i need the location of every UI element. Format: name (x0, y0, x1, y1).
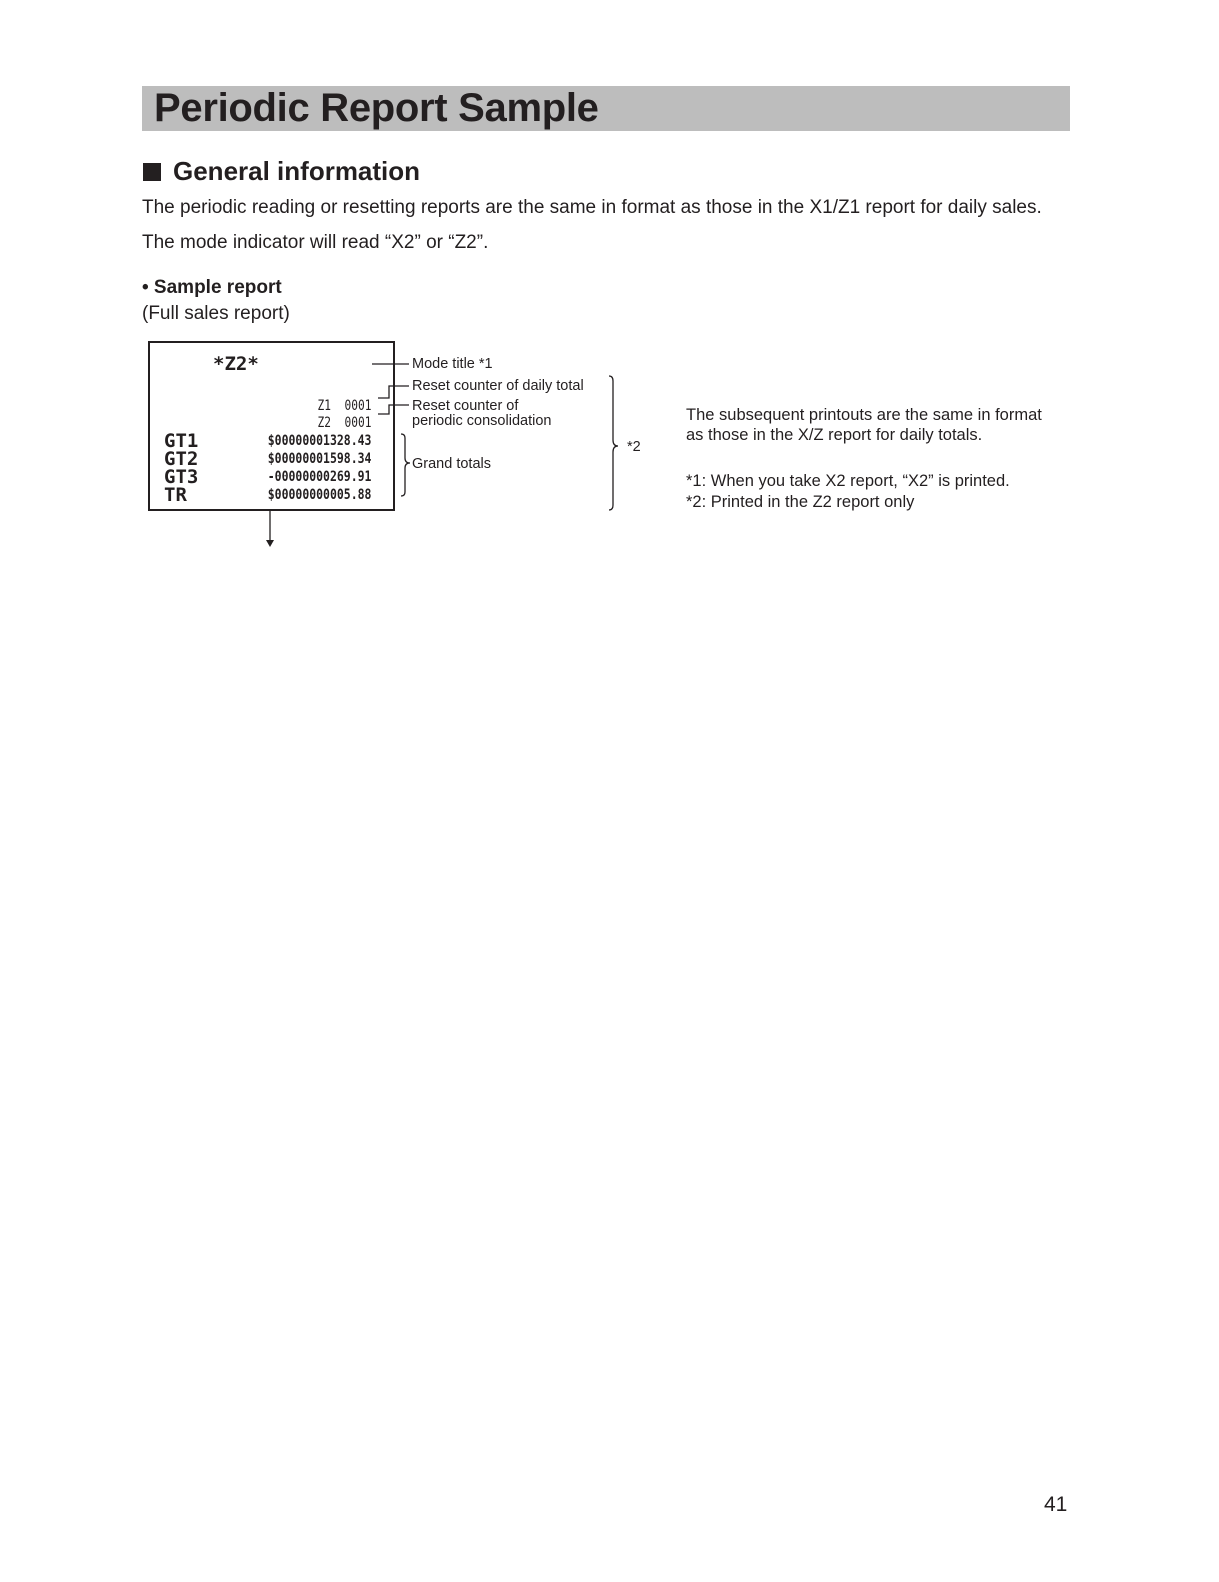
receipt-gt1-label: GT1 (164, 430, 199, 452)
page-title: Periodic Report Sample (154, 86, 599, 130)
receipt-tr-value: $00000000005.88 (267, 487, 371, 503)
receipt-gt3-label: GT3 (164, 466, 199, 488)
callout-reset-periodic-1: Reset counter of (412, 398, 519, 414)
receipt-gt1-value: $00000001328.43 (267, 433, 371, 449)
paragraph-2: The mode indicator will read “X2” or “Z2”. (142, 232, 489, 253)
page-number: 41 (1044, 1493, 1068, 1516)
footnote-1: *1: When you take X2 report, “X2” is printed. (686, 472, 1010, 490)
receipt-counter-z2: Z2 0001 (317, 415, 371, 431)
receipt-gt2-label: GT2 (164, 448, 199, 470)
z2-only-brace (609, 376, 618, 510)
paragraph-1: The periodic reading or resetting reports are the same in format as those in the X1/Z1 report for daily sales. (142, 197, 1042, 218)
callout-z2-note: *2 (627, 439, 641, 455)
callout-mode-title: Mode title *1 (412, 356, 493, 372)
reset-periodic-leader (378, 405, 409, 414)
sample-report-label: • Sample report (142, 277, 282, 298)
receipt-counter-z1: Z1 0001 (317, 398, 371, 414)
callout-reset-daily: Reset counter of daily total (412, 378, 584, 394)
receipt-mode-title: *Z2* (213, 353, 259, 375)
receipt-tr-label: TR (164, 484, 187, 506)
down-arrow-icon (266, 540, 274, 547)
subsequent-note-1: The subsequent printouts are the same in format (686, 406, 1042, 424)
footnote-2: *2: Printed in the Z2 report only (686, 493, 915, 511)
grand-totals-brace (401, 434, 410, 496)
sample-report-sublabel: (Full sales report) (142, 303, 290, 324)
receipt-gt3-value: -00000000269.91 (267, 469, 371, 485)
callout-grand-totals: Grand totals (412, 456, 491, 472)
receipt-gt2-value: $00000001598.34 (267, 451, 371, 467)
reset-daily-leader (378, 386, 409, 398)
callout-reset-periodic-2: periodic consolidation (412, 413, 552, 429)
subsequent-note-2: as those in the X/Z report for daily totals. (686, 426, 983, 444)
section-heading-text: General information (173, 156, 421, 186)
